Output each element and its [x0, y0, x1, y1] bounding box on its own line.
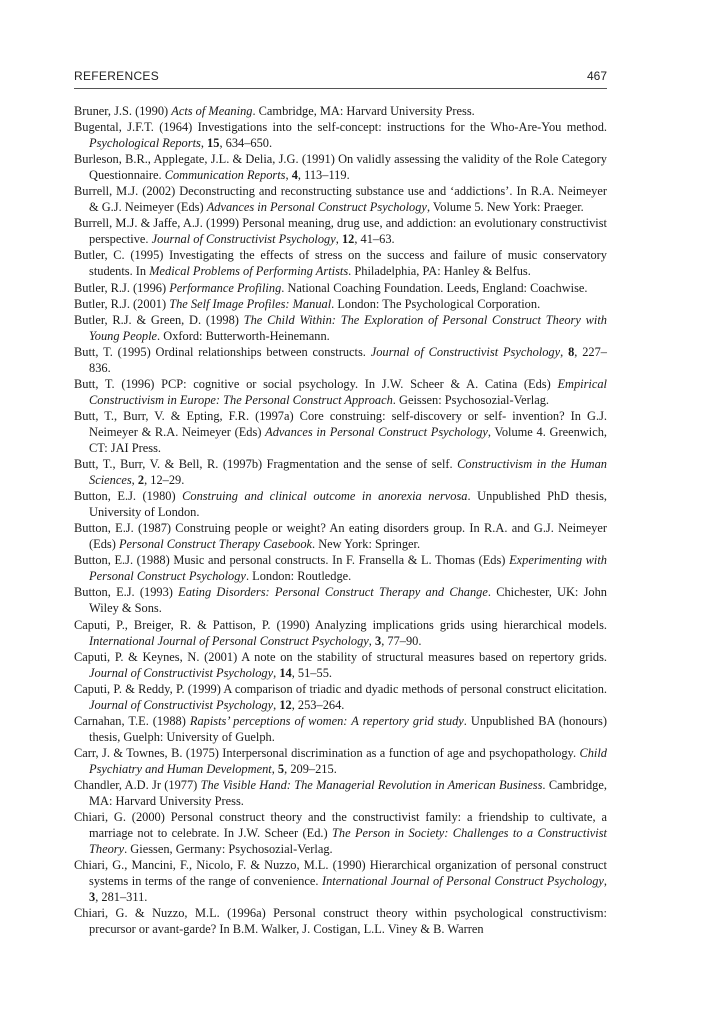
- reference-text: Psychological Reports: [89, 136, 201, 151]
- reference-text: Bugental, J.F.T. (1964) Investigations into the self-concept: instructions for the Who-Are-You method.: [74, 120, 607, 135]
- reference-entry: [74, 584, 607, 616]
- reference-entry: [74, 344, 607, 376]
- reference-text: Button, E.J. (1980): [74, 489, 183, 504]
- reference-text: International Journal of Personal Construct Psychology: [321, 874, 604, 889]
- section-title: REFERENCES: [74, 69, 160, 83]
- reference-text: . National Coaching Foundation. Leeds, England: Coachwise.: [281, 280, 588, 295]
- page-number: 467: [586, 69, 607, 83]
- reference-text: . Chichester, UK: John Wiley & Sons.: [89, 585, 607, 616]
- reference-text: , 281–311.: [95, 890, 148, 905]
- reference-text: Chiari, G. (2000) Personal construct theory and the constructivist family: a friendship to cultivate, a marriage not to celebrate. In J.W. Scheer (Ed.): [74, 810, 607, 841]
- reference-text: Advances in Personal Construct Psychology: [206, 200, 427, 215]
- reference-text: . Unpublished BA (honours) thesis, Guelph: University of Guelph.: [89, 713, 607, 744]
- reference-text: Carr, J. & Townes, B. (1975) Interpersonal discrimination as a function of age and psychopathology.: [74, 745, 580, 760]
- reference-text: Rapists’ perceptions of women: A repertory grid study: [189, 713, 464, 728]
- reference-text: Journal of Constructivist Psychology: [89, 665, 274, 680]
- reference-entry: [74, 713, 607, 745]
- reference-entry: [74, 408, 607, 456]
- reference-text: . Geissen: Psychosozial-Verlag.: [392, 392, 550, 407]
- reference-text: , 634–650.: [219, 136, 273, 151]
- reference-text: ,: [368, 633, 375, 648]
- reference-text: Eating Disorders: Personal Construct Therapy and Change: [178, 585, 488, 600]
- reference-text: Butt, T. (1996) PCP: cognitive or social psychology. In J.W. Scheer & A. Catina (Eds): [74, 376, 558, 391]
- reference-text: Button, E.J. (1988) Music and personal constructs. In F. Fransella & L. Thomas (Eds): [74, 553, 510, 568]
- reference-text: . Oxford: Butterworth-Heinemann.: [157, 328, 330, 343]
- reference-text: , 41–63.: [354, 232, 395, 247]
- reference-text: 12: [279, 697, 292, 712]
- reference-entry: [74, 103, 607, 119]
- reference-text: The Child Within: The Exploration of Personal Construct Theory with Young People: [89, 312, 607, 343]
- reference-text: 5: [277, 761, 285, 776]
- reference-text: , 12–29.: [144, 473, 185, 488]
- reference-text: 12: [341, 232, 355, 247]
- reference-entry: [74, 681, 607, 713]
- reference-text: Butt, T., Burr, V. & Epting, F.R. (1997a) Core construing: self-discovery or self- invention? In G.J. Neimeyer & R.A. Neimeyer (Eds): [74, 408, 607, 439]
- reference-text: 8: [568, 344, 575, 359]
- reference-entry: [74, 777, 607, 809]
- reference-text: Journal of Constructivist Psychology: [151, 232, 336, 247]
- reference-text: Child Psychiatry and Human Development: [89, 745, 607, 776]
- reference-text: The Visible Hand: The Managerial Revolution in American Business: [200, 777, 543, 792]
- reference-text: Caputi, P. & Reddy, P. (1999) A comparison of triadic and dyadic methods of personal construct elicitation.: [74, 681, 607, 696]
- reference-entry: [74, 151, 607, 183]
- reference-text: 4: [291, 168, 298, 183]
- reference-text: Bruner, J.S. (1990): [74, 104, 172, 118]
- reference-entry: [74, 280, 607, 296]
- reference-entry: [74, 552, 607, 584]
- reference-entry: [74, 745, 607, 777]
- reference-text: Burrell, M.J. (2002) Deconstructing and reconstructing substance use and ‘addictions’. In R.A. Neimeyer & G.J. Neimeyer (Eds): [74, 184, 607, 215]
- reference-entry: [74, 183, 607, 215]
- reference-text: Butt, T., Burr, V. & Bell, R. (1997b) Fragmentation and the sense of self.: [74, 457, 458, 472]
- reference-text: Butt, T. (1995) Ordinal relationships between constructs.: [74, 344, 371, 359]
- reference-text: Constructivism in the Human Sciences: [89, 457, 607, 488]
- reference-entry: [74, 247, 607, 279]
- reference-text: , 51–55.: [291, 665, 332, 680]
- reference-entry: [74, 649, 607, 681]
- reference-text: , 77–90.: [381, 633, 422, 648]
- reference-text: International Journal of Personal Construct Psychology: [89, 633, 369, 648]
- reference-text: ,: [131, 473, 138, 488]
- reference-text: Empirical Constructivism in Europe: The Personal Construct Approach: [89, 376, 607, 407]
- reference-text: , 253–264.: [291, 697, 345, 712]
- reference-entry: [74, 296, 607, 312]
- reference-text: , Volume 4. Greenwich, CT: JAI Press.: [89, 424, 607, 455]
- reference-text: . Unpublished PhD thesis, University of London.: [89, 489, 607, 520]
- reference-entry: [74, 520, 607, 552]
- reference-entry: [74, 456, 607, 488]
- reference-text: 2: [137, 473, 145, 488]
- reference-text: Journal of Constructivist Psychology: [370, 344, 561, 359]
- reference-text: , 113–119.: [297, 168, 350, 183]
- reference-text: ,: [335, 232, 342, 247]
- reference-text: Button, E.J. (1987) Construing people or weight? An eating disorders group. In R.A. and G.J. Neimeyer (Eds): [74, 521, 607, 552]
- reference-text: Burleson, B.R., Applegate, J.L. & Delia, J.G. (1991) On validly assessing the validity of the Role Category Questionnaire.: [74, 152, 607, 183]
- reference-text: ,: [200, 136, 208, 151]
- reference-text: Butler, R.J. (1996): [74, 280, 170, 295]
- reference-text: ,: [271, 761, 278, 776]
- reference-text: ,: [285, 168, 292, 183]
- reference-text: . Cambridge, MA: Harvard University Press.: [89, 777, 607, 809]
- reference-text: Experimenting with Personal Construct Psychology: [89, 553, 608, 584]
- reference-text: Butler, R.J. (2001): [74, 296, 170, 311]
- reference-text: , Volume 5. New York: Praeger.: [426, 200, 584, 215]
- reference-text: . Cambridge, MA: Harvard University Press.: [252, 104, 475, 118]
- reference-entry: [74, 617, 607, 649]
- reference-entry: [74, 376, 607, 408]
- reference-text: Personal Construct Therapy Casebook: [118, 537, 313, 552]
- reference-text: Button, E.J. (1993): [74, 585, 179, 600]
- reference-list: [74, 103, 607, 937]
- reference-text: Chiari, G., Mancini, F., Nicolo, F. & Nuzzo, M.L. (1990) Hierarchical organization of personal construct systems in terms of the range of convenience.: [74, 858, 607, 889]
- reference-text: , 227–836.: [89, 344, 607, 375]
- reference-text: Butler, R.J. & Green, D. (1998): [74, 312, 244, 327]
- reference-entry: [74, 119, 607, 151]
- reference-text: 3: [89, 890, 96, 905]
- reference-text: Carnahan, T.E. (1988): [74, 713, 190, 728]
- reference-text: ,: [603, 874, 608, 889]
- reference-text: ,: [273, 665, 280, 680]
- reference-text: Burrell, M.J. & Jaffe, A.J. (1999) Personal meaning, drug use, and addiction: an evolutionary constructivist perspective.: [74, 216, 607, 247]
- reference-text: The Person in Society: Challenges to a Constructivist Theory: [89, 826, 607, 857]
- reference-text: Construing and clinical outcome in anorexia nervosa: [182, 489, 468, 504]
- reference-entry: [74, 857, 607, 905]
- reference-entry: [74, 215, 607, 247]
- reference-text: Caputi, P. & Keynes, N. (2001) A note on the stability of structural measures based on repertory grids.: [74, 649, 607, 664]
- reference-text: Chandler, A.D. Jr (1977): [74, 777, 201, 792]
- reference-text: Performance Profiling: [169, 280, 282, 295]
- reference-text: . New York: Springer.: [312, 537, 421, 552]
- reference-text: Advances in Personal Construct Psychology: [265, 424, 488, 439]
- reference-text: ,: [273, 697, 280, 712]
- reference-text: The Self Image Profiles: Manual: [169, 296, 332, 311]
- reference-text: Acts of Meaning: [171, 104, 253, 118]
- reference-text: Communication Reports: [164, 168, 286, 183]
- reference-text: , 209–215.: [284, 761, 337, 776]
- reference-text: Journal of Constructivist Psychology: [89, 697, 274, 712]
- reference-text: . London: Routledge.: [245, 569, 352, 584]
- reference-text: Chiari, G. & Nuzzo, M.L. (1996a) Personal construct theory within psychological constructivism: precursor or avant-garde? In B.M. Walker, J. Costigan, L.L. Viney & B. Warren: [74, 906, 607, 937]
- reference-text: . London: The Psychological Corporation.: [331, 296, 541, 311]
- reference-entry: [74, 905, 607, 937]
- reference-text: Butler, C. (1995) Investigating the effects of stress on the success and failure of music conservatory students. In: [74, 248, 607, 279]
- reference-text: 3: [375, 633, 382, 648]
- reference-text: Caputi, P., Breiger, R. & Pattison, P. (1990) Analyzing implications grids using hierarchical models.: [74, 617, 607, 632]
- running-header: [74, 68, 607, 89]
- reference-text: ,: [560, 344, 569, 359]
- reference-text: 15: [207, 136, 220, 151]
- reference-entry: [74, 809, 607, 857]
- reference-text: Medical Problems of Performing Artists: [149, 264, 349, 279]
- reference-entry: [74, 312, 607, 344]
- reference-text: . Philadelphia, PA: Hanley & Belfus.: [348, 264, 531, 279]
- reference-entry: [74, 488, 607, 520]
- reference-text: . Giessen, Germany: Psychosozial-Verlag.: [124, 842, 333, 857]
- reference-text: 14: [279, 665, 292, 680]
